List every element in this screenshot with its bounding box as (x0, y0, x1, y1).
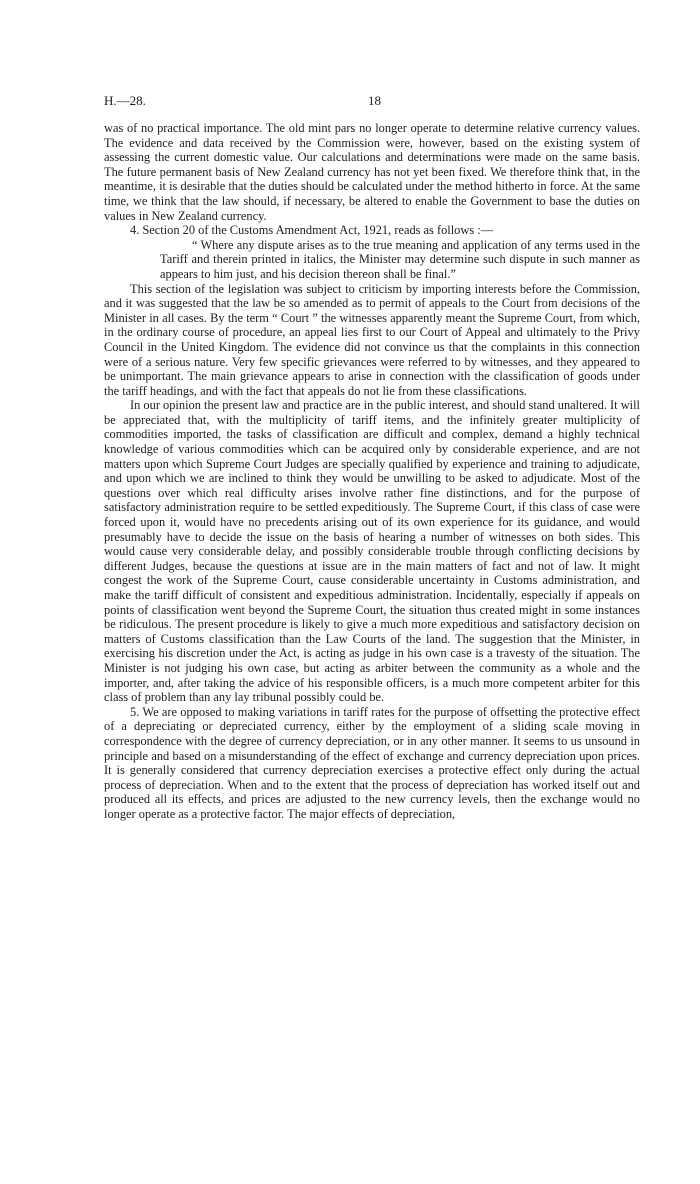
page-header (104, 93, 644, 113)
paragraph-section-5: 5. We are opposed to making variations in tariff rates for the purpose of offsetting the protective effect of a depreciating or depreciated currency, either by the employment of a sliding scale moving in correspondence with the degree of currency depreciation, or in any other manner. It seems to us unsound in principle and based on a misunderstanding of the effect of exchange and currency depreciation upon prices. It is generally considered that currency depreciation exercises a protective effect only during the actual process of depreciation. When and to the extent that the process of depreciation has worked itself out and produced all its effects, and prices are adjusted to the new currency levels, then the exchange would no longer operate as a protective factor. The major effects of depreciation, (104, 704, 640, 821)
body-text (104, 121, 640, 822)
paragraph: In our opinion the present law and practice are in the public interest, and should stand unaltered. It will be appreciated that, with the multiplicity of tariff items, and the infinitely greater multiplicity of commodities imported, the tasks of classification are difficult and complex, demand a highly technical knowledge of various commodities which can be acquired only by considerable experience, and are not matters upon which Supreme Court Judges are specially qualified by experience and training to adjudicate, and upon which we are inclined to think they would be unwilling to be asked to adjudicate. Most of the questions over which real difficulty arises involve rather fine distinctions, and for the purpose of satisfactory administration require to be settled expeditiously. The Supreme Court, if this class of case were forced upon it, would have no precedents arising out of its own experience for its guidance, and would presumably have to decide the issue on the basis of hearing a number of witnesses on both sides. This would cause very considerable delay, and possibly considerable trouble through conflicting decisions by different Judges, because the questions at issue are in the main matters of fact and not of law. It might congest the work of the Supreme Court, cause considerable uncertainty in Customs administration, and make the tariff difficult of consistent and expeditious administration. Incidentally, especially if appeals on points of classification went beyond the Supreme Court, the situation thus created might in some instances be ridiculous. The present procedure is likely to give a much more expeditious and satisfactory decision on matters of Customs classification than the Law Courts of the land. The suggestion that the Minister, in exercising his discretion under the Act, is acting as judge in his own case is a travesty of the situation. The Minister is not judging his own case, but acting as arbiter between the community as a whole and the importer, and, after taking the advice of his responsible officers, is a much more competent arbiter for this class of problem than any lay tribunal possibly could be. (104, 398, 640, 705)
paragraph: This section of the legislation was subject to criticism by importing interests before the Commission, and it was suggested that the law be so amended as to permit of appeals to the Court from decisions of the Minister in all cases. By the term “ Court ” the witnesses apparently meant the Supreme Court, from which, in the ordinary course of procedure, an appeal lies first to our Court of Appeal and ultimately to the Privy Council in the United Kingdom. The evidence did not convince us that the complaints in this connection were of a serious nature. Very few specific grievances were referred to by witnesses, and they appeared to be unimportant. The main grievance appears to arise in connection with the classification of goods under the tariff headings, and with the fact that appeals do not lie from these classifications. (104, 281, 640, 398)
document-reference: H.—28. (104, 93, 146, 108)
paragraph-continuation: was of no practical importance. The old mint pars no longer operate to determine relative currency values. The evidence and data received by the Commission were, however, based on the existing system of assessing the current domestic value. Our calculations and determinations were made on the same basis. The future permanent basis of New Zealand currency has not yet been fixed. We therefore think that, in the meantime, it is desirable that the duties should be calculated under the method hitherto in force. At the same time, we think that the law should, if necessary, be altered to enable the Government to base the duties on values in New Zealand currency. (104, 121, 640, 223)
block-quote: “ Where any dispute arises as to the true meaning and application of any terms used in the Tariff and therein printed in italics, the Minister may determine such dispute in such manner as appears to him just, and his decision thereon shall be final.” (160, 237, 640, 281)
paragraph-section-4: 4. Section 20 of the Customs Amendment Act, 1921, reads as follows :— (130, 223, 494, 238)
page-number: 18 (368, 93, 381, 108)
